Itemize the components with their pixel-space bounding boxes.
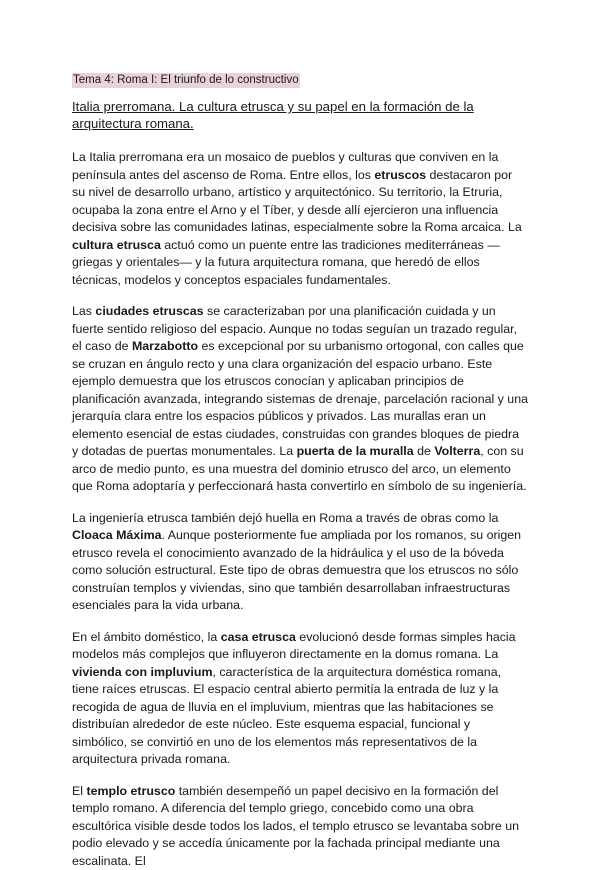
bold-term: casa etrusca xyxy=(221,630,296,644)
text-run: Las xyxy=(72,304,95,318)
paragraph xyxy=(72,783,528,870)
paragraph xyxy=(72,629,528,769)
text-run: también desempeñó un papel decisivo en la formación del templo romano. A diferencia del templo griego, concebido como una obra escultórica visible desde todos los lados, el templo etrusco se levantaba sobre un podio elevado y se accedía únicamente por la fachada principal mediante una escalinata. El xyxy=(72,784,519,868)
text-run: se caracterizaban por una planificación cuidada y un fuerte sentido religioso del espacio. Aunque no todas seguían un trazado regular, el caso de xyxy=(72,304,517,353)
bold-term: Volterra xyxy=(434,444,480,458)
bold-term: Cloaca Máxima xyxy=(72,528,162,542)
bold-term: ciudades etruscas xyxy=(95,304,203,318)
text-run: La Italia prerromana era un mosaico de pueblos y culturas que conviven en la península antes del ascenso de Roma. Entre ellos, los xyxy=(72,150,498,182)
bold-term: cultura etrusca xyxy=(72,238,161,252)
text-run: . Aunque posteriormente fue ampliada por los romanos, su origen etrusco revela el conocimiento avanzado de la hidráulica y el uso de la bóveda como solución estructural. Este tipo de obras demuestra que los etruscos no sólo construían templos y viviendas, sino que también desarrollaban infraestructuras esenciales para la vida urbana. xyxy=(72,528,521,612)
text-run: destacaron por su nivel de desarrollo urbano, artístico y arquitectónico. Su territorio, la Etruria, ocupaba la zona entre el Arno y el Tíber, y desde allí ejercieron una influencia decisiva sobre las comunidades latinas, especialmente sobre la Roma arcaica. La xyxy=(72,168,522,235)
text-run: , característica de la arquitectura doméstica romana, tiene raíces etruscas. El espacio central abierto permitía la entrada de luz y la recogida de agua de lluvia en el impluvium, mientras que las habitaciones se distribuían alrededor de este núcleo. Este esquema espacial, funcional y simbólico, se convirtió en uno de los elementos más representativos de la arquitectura privada romana. xyxy=(72,665,501,767)
text-run: El xyxy=(72,784,86,798)
bold-term: Marzabotto xyxy=(132,339,198,353)
bold-term: vivienda con impluvium xyxy=(72,665,212,679)
section-title: Italia prerromana. La cultura etrusca y su papel en la formación de la arquitectura romana. xyxy=(72,98,528,132)
text-run: La ingeniería etrusca también dejó huella en Roma a través de obras como la xyxy=(72,511,498,525)
bold-term: puerta de la muralla xyxy=(297,444,414,458)
body-text xyxy=(72,149,528,870)
text-run: En el ámbito doméstico, la xyxy=(72,630,221,644)
text-run: evolucionó desde formas simples hacia modelos más complejos que influyeron directamente en la domus romana. La xyxy=(72,630,516,662)
paragraph xyxy=(72,149,528,289)
paragraph xyxy=(72,510,528,615)
text-run: de xyxy=(414,444,435,458)
paragraph xyxy=(72,303,528,496)
text-run: actuó como un puente entre las tradiciones mediterráneas —griegas y orientales— y la futura arquitectura romana, que heredó de ellos técnicas, modelos y conceptos espaciales fundamentales. xyxy=(72,238,500,287)
topic-heading: Tema 4: Roma I: El triunfo de lo constructivo xyxy=(72,73,300,88)
bold-term: templo etrusco xyxy=(86,784,175,798)
bold-term: etruscos xyxy=(374,168,426,182)
text-run: , con su arco de medio punto, es una muestra del dominio etrusco del arco, un elemento que Roma adoptaría y perfeccionará hasta convertirlo en símbolo de su ingeniería. xyxy=(72,444,527,493)
text-run: es excepcional por su urbanismo ortogonal, con calles que se cruzan en ángulo recto y una clara organización del espacio urbano. Este ejemplo demuestra que los etruscos conocían y aplicaban principios de planificación avanzada, integrando sistemas de drenaje, parcelación racional y una jerarquía clara entre los espacios públicos y privados. Las murallas eran un elemento esencial de estas ciudades, construidas con grandes bloques de piedra y dotadas de puertas monumentales. La xyxy=(72,339,528,458)
